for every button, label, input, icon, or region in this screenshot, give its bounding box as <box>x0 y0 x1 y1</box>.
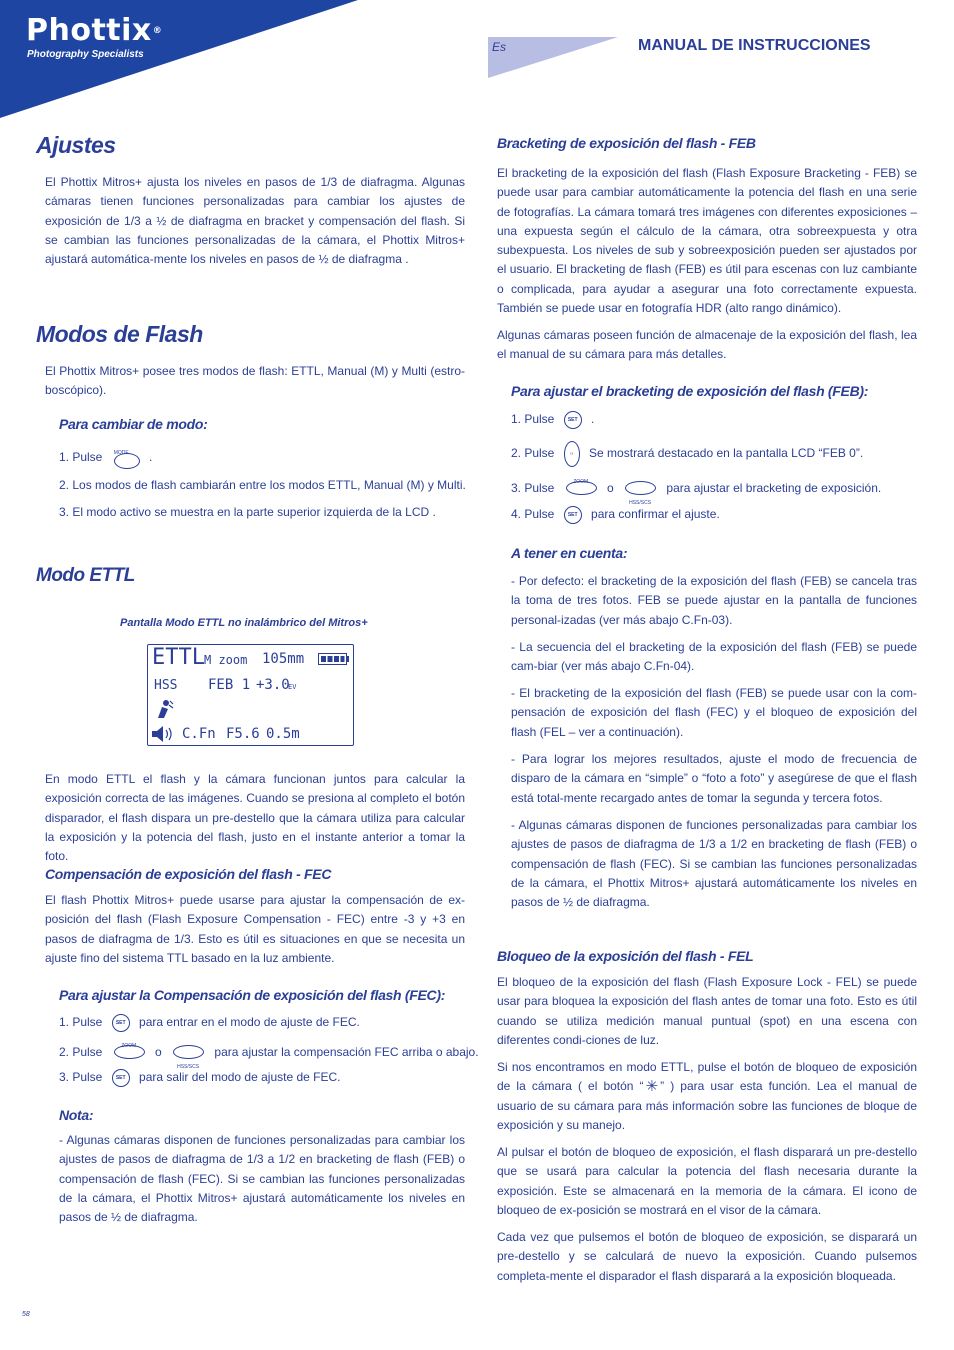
mode-button-icon: MODE <box>112 447 140 469</box>
ajustar-feb-heading: Para ajustar el bracketing de exposición del flash (FEB): <box>511 383 869 399</box>
feb-paragraph-2: Algunas cámaras poseen función de almacenaje de la exposición del flash, lea el manual de su cámara para más detalles. <box>497 328 917 362</box>
hss-down-button-icon: HSS/SCS <box>171 1040 205 1066</box>
fec-step-3: 3. Pulse SET para salir del modo de ajuste de FEC. <box>59 1069 341 1087</box>
zoom-up-button-icon: ZOOM <box>112 1040 146 1066</box>
fec-step-2: 2. Pulse ZOOM o HSS/SCS para ajustar la compensación FEC arriba o abajo. <box>59 1040 479 1066</box>
language-tag: Es <box>492 40 507 54</box>
fec-step-1: 1. Pulse SET para entrar en el modo de ajuste de FEC. <box>59 1014 360 1032</box>
cambiar-modo-heading: Para cambiar de modo: <box>59 416 208 432</box>
ettl-heading: Modo ETTL <box>36 565 135 586</box>
lcd-ev-unit: EV <box>288 683 297 691</box>
fel-paragraph-3: Al pulsar el botón de bloqueo de exposición, el flash disparará un pre-destello que se usará para calcular la potencia del flash necesaria durante la exposición. Este se almacenará en la memoria de la cámara. El icono de bloqueo de ex-posición se mostrará en el visor de la cámara. <box>497 1145 917 1217</box>
cambiar-step-3: 3. El modo activo se muestra en la parte superior izquierda de la LCD . <box>59 505 436 519</box>
feb-step-2: 2. Pulse ‹› Se mostrará destacado en la pantalla LCD “FEB 0”. <box>511 441 863 467</box>
tener-item-3: - El bracketing de la exposición del flash (FEB) se puede usar con la com-pensación de exposición del flash (FEC) y el bloqueo de exposición del flash (FEL – ver a continuación). <box>511 686 917 739</box>
lcd-cfn: C.Fn <box>182 726 216 742</box>
cambiar-step-1: 1. Pulse MODE . <box>59 447 152 469</box>
tener-heading: A tener en cuenta: <box>511 545 628 561</box>
set-button-icon: SET <box>564 506 582 524</box>
fec-paragraph: El flash Phottix Mitros+ puede usarse para ajustar la compensación de ex-posición del flash (Flash Exposure Compensation - FEC) entre -3 y +3 en pasos de diafragma de 1/3. Esto es útil es situaciones en que se necesita un ajuste fino del sistema TTL basado en la luz ambiente. <box>45 893 465 965</box>
flash-person-icon <box>152 699 174 719</box>
manual-title: MANUAL DE INSTRUCCIONES <box>638 37 871 54</box>
tener-item-5: - Algunas cámaras disponen de funciones personalizadas para cambiar los ajustes de pasos de diafragma de 1/3 a 1/2 en bracketing de flash (FEB) o compensación de flash (FEC). Si se cambian las funciones personalizadas de la cámara, el Phottix Mitros+ ajustará automáticamente los niveles en pasos de ½ de diafragma. <box>511 818 917 910</box>
feb-heading: Bracketing de exposición del flash - FEB <box>497 135 756 151</box>
battery-icon <box>318 653 350 666</box>
ajustes-heading: Ajustes <box>36 132 116 158</box>
feb-step-3: 3. Pulse ZOOM o HSS/SCS para ajustar el bracketing de exposición. <box>511 476 881 502</box>
ajustes-paragraph: El Phottix Mitros+ ajusta los niveles en pasos de 1/3 de diafragma. Algunas cámaras tienen funciones personalizadas para cambiar los ajustes de exposición de 1/3 a ½ de diafragma en bracket y compensación del flash. Si se cambian las funciones personalizadas de la cámara, el Phottix Mitros+ ajustará automática-mente los niveles en pasos de ½ de diafragma . <box>45 175 465 267</box>
lcd-aperture: F5.6 <box>226 726 260 742</box>
lcd-screen <box>147 644 354 746</box>
brand-tagline: Photography Specialists <box>27 49 144 60</box>
fel-paragraph-2: Si nos encontramos en modo ETTL, pulse el botón de bloqueo de exposición de la cámara ( el botón “ ✳ ” ) para usar esta función. Lea el manual de usuario de su cámara para más información sobre las funciones de bloque de exposición y su manejo. <box>497 1060 917 1133</box>
lcd-zoom-value: 105mm <box>262 651 305 667</box>
zoom-up-button-icon: ZOOM <box>564 476 598 502</box>
set-button-icon: SET <box>112 1069 130 1087</box>
lcd-zoom-label: M zoom <box>204 653 248 667</box>
set-button-icon: SET <box>564 411 582 429</box>
modos-paragraph: El Phottix Mitros+ posee tres modos de flash: ETTL, Manual (M) y Multi (estro-boscópico). <box>45 364 465 398</box>
tener-item-2: - La secuencia del el bracketing de la exposición del flash (FEB) se puede cam-biar (ver más abajo C.Fn-04). <box>511 640 917 674</box>
feb-step-4: 4. Pulse SET para confirmar el ajuste. <box>511 506 720 524</box>
nota-paragraph: - Algunas cámaras disponen de funciones personalizadas para cambiar los ajustes de pasos de diafragma de 1/3 a 1/2 en bracketing de flash (FEB) o compensación de flash (FEC). Si se cambian las funciones personalizadas de la cámara, el Phottix Mitros+ ajustará automáticamente los niveles en pasos de ½ de diafragma. <box>59 1133 465 1225</box>
feb-step-1: 1. Pulse SET . <box>511 411 594 429</box>
feb-paragraph-1: El bracketing de la exposición del flash (Flash Exposure Bracketing - FEB) se puede usar para cambiar automáticamente la potencia del flash en una serie de fotografías. La cámara tomará tres imágenes con diferentes exposiciones – una expuesta según el cálculo de la cámara, otra sobreexpuesta y otra subexpuesta. Los niveles de sub y sobreexposición pueden ser ajustados por el usuario. El bracketing de flash (FEB) es útil para escenas con luz cambiante o complicada, para ayudar a asegurar una foto correctamente expuesta. También se puede usar en fotografía HDR (alto rango dinámico). <box>497 166 917 316</box>
lcd-feb: FEB 1 <box>208 677 251 693</box>
page-number: 58 <box>22 1311 30 1318</box>
dial-button-icon: ‹› <box>564 441 580 467</box>
lcd-hss: HSS <box>154 678 178 693</box>
brand-logo: Phottix® <box>26 13 163 48</box>
lcd-distance: 0.5m <box>266 726 300 742</box>
fel-paragraph-4: Cada vez que pulsemos el botón de bloqueo de exposición, se disparará un pre-destello y se calculará de nuevo la exposición. Cuando pulsemos completa-mente el disparador el flash disparará a la exposición bloqueada. <box>497 1230 917 1283</box>
ettl-paragraph: En modo ETTL el flash y la cámara funcionan juntos para calcular la exposición correcta de las imágenes. Cuando se presiona al completo el botón disparador, el flash dispara un pre-destello que la cámara utiliza para calcular la exposición y la potencia del flash, justo en el instante anterior a tomar la foto. <box>45 772 465 864</box>
fec-heading: Compensación de exposición del flash - FEC <box>45 866 332 882</box>
lcd-ev: +3.0 <box>256 677 290 693</box>
fel-heading: Bloqueo de la exposición del flash - FEL <box>497 948 754 964</box>
ajustar-fec-heading: Para ajustar la Compensación de exposición del flash (FEC): <box>59 987 446 1003</box>
exposure-lock-icon: ✳ <box>645 1078 659 1096</box>
modos-heading: Modos de Flash <box>36 321 203 347</box>
tener-item-1: - Por defecto: el bracketing de la exposición del flash (FEB) se cancela tras la toma de tres fotos. FEB se puede ajustar en la pantalla de funciones personal-izadas (ver más abajo C.Fn-03). <box>511 574 917 627</box>
tener-item-4: - Para lograr los mejores resultados, ajuste el modo de frecuencia de disparo de la cámara en “simple” o “foto a foto” y asegúrese de que el flash está total-mente recargado antes de tomar la segunda y tercera fotos. <box>511 752 917 805</box>
fel-paragraph-1: El bloqueo de la exposición del flash (Flash Exposure Lock - FEL) se puede usar para bloquea la exposición del flash antes de tomar una foto. Esto es útil cuando se utiliza medición manual puntual (spot) en una escena con diferentes condi-ciones de luz. <box>497 975 917 1047</box>
hss-down-button-icon: HSS/SCS <box>623 476 657 502</box>
nota-heading: Nota: <box>59 1107 94 1123</box>
set-button-icon: SET <box>112 1014 130 1032</box>
speaker-icon <box>151 726 173 742</box>
lcd-caption: Pantalla Modo ETTL no inalámbrico del Mitros+ <box>120 617 368 629</box>
cambiar-step-2: 2. Los modos de flash cambiarán entre los modos ETTL, Manual (M) y Multi. <box>59 478 466 492</box>
lcd-mode: ETTL <box>152 645 205 670</box>
